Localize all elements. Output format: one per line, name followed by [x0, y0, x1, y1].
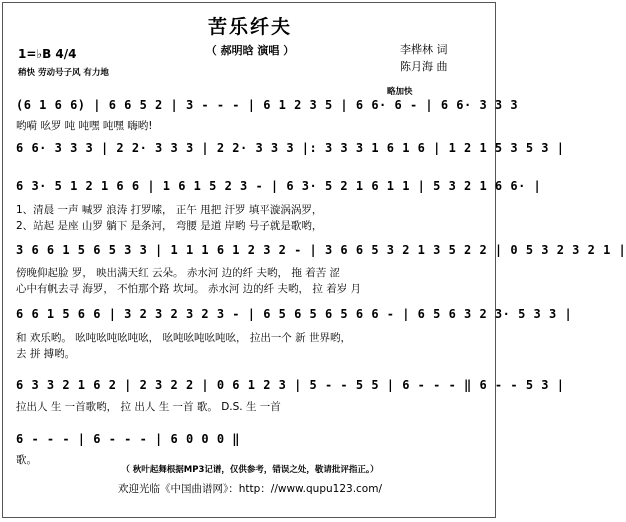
notation-row-7: 6 - - - | 6 - - - | 6 0 0 0 ‖ [16, 432, 241, 446]
lyric-line-5: 心中有帆去寻 海罗， 不怕那个路 坎坷。 赤水河 边的纤 夫哟， 拉 着岁 月 [16, 283, 362, 295]
lyric-line-3: 2、站起 是座 山罗 躺下 是条河， 弯腰 是道 岸哟 号子就是歌哟， [16, 220, 323, 232]
song-title: 苦乐纤夫 [207, 16, 292, 38]
lyric-line-6: 和 欢乐哟。 吆吨吆吨吆吨吆， 吆吨吆吨吆吨吆， 拉出一个 新 世界哟， [16, 332, 352, 344]
lyric-line-7: 去 拼 搏哟。 [16, 348, 76, 360]
tempo-change-marking: 略加快 [387, 87, 413, 97]
transcriber-note: （ 秋叶起舞根据MP3记谱，仅供参考，错误之处，敬请批评指正。） [121, 465, 379, 475]
notation-row-5: 6 6 1 5 6 6 | 3 2 3 2 3 2 3 - | 6 5 6 5 6 5 6 6 - | 6 5 6 3 2 3· 5 3 3 | [16, 307, 573, 321]
notation-row-3: 6 3· 5 1 2 1 6 6 | 1 6 1 5 2 3 - | 6 3· 5 2 1 6 1 1 | 5 3 2 1 6 6· | [16, 179, 542, 193]
lyric-line-9: 歌。 [16, 454, 37, 466]
composer-credit: 陈月海 曲 [400, 60, 448, 73]
website-welcome: 欢迎光临《中国曲谱网》：http：//www.qupu123.com/ [118, 483, 382, 495]
notation-row-4: 3 6 6 1 5 6 5 3 3 | 1 1 1 6 1 2 3 2 - | 3 6 6 5 3 2 1 3 5 2 2 | 0 5 3 2 3 2 1 | [16, 243, 626, 257]
tempo-marking: 稍快 劳动号子风 有力地 [18, 68, 109, 78]
singer-credit: （ 郝明晗 演唱 ） [205, 44, 295, 57]
notation-row-2: 6 6· 3 3 3 | 2 2· 3 3 3 | 2 2· 3 3 3 |: 3 3 3 1 6 1 6 | 1 2 1 5 3 5 3 | [16, 141, 565, 155]
key-signature: 1=♭B 4/4 [18, 47, 77, 61]
lyric-line-1: 哟嗬 吆罗 吨 吨嘿 吨嘿 嗨哟! [16, 120, 153, 132]
lyric-line-4: 傍晚仰起脸 罗， 映出满天红 云朵。 赤水河 边的纤 夫哟， 拖 着苦 涩 [16, 267, 341, 279]
lyricist-credit: 李桦林 词 [400, 43, 448, 56]
notation-row-6: 6 3 3 2 1 6 2 | 2 3 2 2 | 0 6 1 2 3 | 5 - - 5 5 | 6 - - - ‖ 6 - - 5 3 | [16, 378, 565, 392]
notation-row-1: (6 1 6 6) | 6 6 5 2 | 3 - - - | 6 1 2 3 5 | 6 6· 6 - | 6 6· 3 3 3 [16, 98, 519, 112]
lyric-line-8: 拉出人 生 一首歌哟， 拉 出人 生 一首 歌。 D.S. 生 一首 [16, 401, 281, 413]
lyric-line-2: 1、清晨 一声 喊罗 浪涛 打罗嗦， 正午 甩把 汗罗 填平漩涡涡罗， [16, 204, 323, 216]
